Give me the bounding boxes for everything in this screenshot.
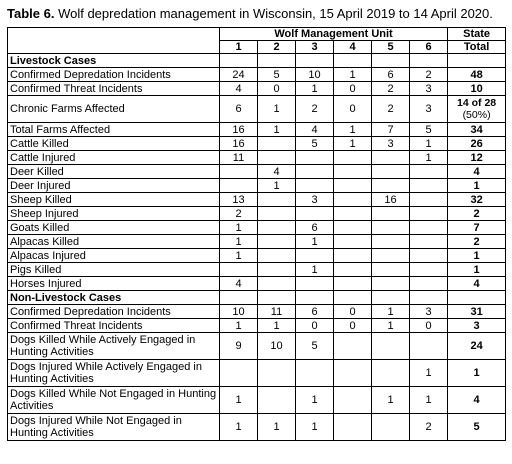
table-row xyxy=(8,319,506,333)
unit-value-cell: 5 xyxy=(258,68,296,82)
unit-value-cell xyxy=(296,360,334,387)
row-label: Horses Injured xyxy=(8,277,220,291)
section-row xyxy=(8,54,506,68)
unit-value-cell xyxy=(372,263,410,277)
unit-value-cell: 0 xyxy=(334,305,372,319)
state-total-value: 26 xyxy=(470,137,483,150)
row-label: Alpacas Killed xyxy=(8,235,220,249)
row-label: Dogs Injured While Actively Engaged in Hunting Activities xyxy=(8,360,220,387)
unit-value-cell: 16 xyxy=(220,137,258,151)
unit-value-cell: 2 xyxy=(220,207,258,221)
unit-value-cell xyxy=(372,333,410,360)
unit-value-cell xyxy=(410,333,448,360)
table-row xyxy=(8,179,506,193)
state-total-value: 31 xyxy=(470,305,483,318)
depredation-table xyxy=(7,27,506,441)
unit-value-cell: 2 xyxy=(296,96,334,123)
unit-value-cell: 1 xyxy=(258,123,296,137)
table-row xyxy=(8,333,506,360)
unit-value-cell xyxy=(410,263,448,277)
unit-value-cell: 1 xyxy=(258,319,296,333)
empty-cell xyxy=(448,291,506,305)
unit-value-cell xyxy=(372,277,410,291)
state-total-cell xyxy=(448,319,506,333)
section-heading: Non-Livestock Cases xyxy=(8,291,220,305)
unit-value-cell: 13 xyxy=(220,193,258,207)
state-total-value: 48 xyxy=(470,68,483,81)
unit-value-cell: 0 xyxy=(334,96,372,123)
unit-value-cell xyxy=(410,207,448,221)
unit-value-cell: 10 xyxy=(220,305,258,319)
unit-value-cell xyxy=(410,221,448,235)
unit-value-cell: 11 xyxy=(258,305,296,319)
table-row xyxy=(8,151,506,165)
table-row xyxy=(8,96,506,123)
unit-value-cell: 16 xyxy=(220,123,258,137)
table-row xyxy=(8,137,506,151)
unit-value-cell xyxy=(258,387,296,414)
unit-value-cell xyxy=(220,165,258,179)
section-row xyxy=(8,291,506,305)
row-label: Pigs Killed xyxy=(8,263,220,277)
state-total-cell xyxy=(448,333,506,360)
unit-value-cell: 3 xyxy=(410,82,448,96)
state-total-value: 3 xyxy=(473,319,480,332)
empty-cell xyxy=(220,54,258,68)
unit-value-cell xyxy=(258,193,296,207)
table-caption xyxy=(7,6,505,22)
row-label: Confirmed Depredation Incidents xyxy=(8,68,220,82)
state-total-cell xyxy=(448,414,506,441)
unit-value-cell xyxy=(334,414,372,441)
state-total-cell xyxy=(448,151,506,165)
table-row xyxy=(8,277,506,291)
table-number: Table 6. xyxy=(7,6,55,21)
unit-value-cell xyxy=(334,221,372,235)
unit-value-cell: 1 xyxy=(372,319,410,333)
empty-cell xyxy=(296,291,334,305)
row-label: Deer Injured xyxy=(8,179,220,193)
row-label: Dogs Killed While Not Engaged in Hunting Activities xyxy=(8,387,220,414)
row-label: Dogs Killed While Actively Engaged in Hunting Activities xyxy=(8,333,220,360)
unit-value-cell: 3 xyxy=(296,193,334,207)
unit-value-cell: 1 xyxy=(410,151,448,165)
unit-value-cell xyxy=(258,221,296,235)
table-row xyxy=(8,82,506,96)
unit-value-cell: 0 xyxy=(296,319,334,333)
state-total-cell xyxy=(448,305,506,319)
unit-value-cell xyxy=(258,263,296,277)
unit-value-cell xyxy=(372,249,410,263)
unit-value-cell: 3 xyxy=(410,96,448,123)
unit-value-cell: 7 xyxy=(372,123,410,137)
unit-value-cell: 24 xyxy=(220,68,258,82)
unit-value-cell: 6 xyxy=(296,305,334,319)
unit-header: 2 xyxy=(258,41,296,54)
unit-value-cell xyxy=(410,235,448,249)
table-row xyxy=(8,235,506,249)
state-total-cell xyxy=(448,96,506,123)
state-total-value: 1 xyxy=(473,263,480,276)
unit-value-cell: 4 xyxy=(220,82,258,96)
unit-header: 6 xyxy=(410,41,448,54)
row-label: Chronic Farms Affected xyxy=(8,96,220,123)
unit-value-cell xyxy=(334,193,372,207)
state-total-value: 10 xyxy=(470,82,483,95)
row-label: Confirmed Depredation Incidents xyxy=(8,305,220,319)
header-row-1 xyxy=(8,28,506,41)
unit-value-cell: 3 xyxy=(372,137,410,151)
unit-value-cell: 1 xyxy=(372,305,410,319)
empty-cell xyxy=(258,291,296,305)
unit-value-cell xyxy=(334,249,372,263)
unit-value-cell xyxy=(296,165,334,179)
unit-value-cell: 1 xyxy=(334,137,372,151)
table-row xyxy=(8,221,506,235)
unit-group-header: Wolf Management Unit xyxy=(220,28,448,41)
empty-cell xyxy=(448,54,506,68)
unit-value-cell: 1 xyxy=(220,387,258,414)
empty-cell xyxy=(334,291,372,305)
unit-value-cell xyxy=(372,235,410,249)
state-total-value: 7 xyxy=(473,221,480,234)
unit-value-cell: 1 xyxy=(220,249,258,263)
unit-value-cell xyxy=(372,165,410,179)
state-total-cell xyxy=(448,221,506,235)
unit-value-cell xyxy=(258,151,296,165)
unit-value-cell xyxy=(372,221,410,235)
unit-value-cell xyxy=(334,277,372,291)
row-label: Cattle Killed xyxy=(8,137,220,151)
state-total-cell xyxy=(448,68,506,82)
row-label: Confirmed Threat Incidents xyxy=(8,319,220,333)
unit-value-cell xyxy=(334,207,372,221)
table-row xyxy=(8,123,506,137)
unit-header: 4 xyxy=(334,41,372,54)
state-total-cell xyxy=(448,82,506,96)
unit-value-cell xyxy=(296,151,334,165)
unit-value-cell xyxy=(334,263,372,277)
section-heading: Livestock Cases xyxy=(8,54,220,68)
state-total-cell xyxy=(448,137,506,151)
unit-value-cell: 1 xyxy=(410,137,448,151)
unit-value-cell: 0 xyxy=(410,319,448,333)
state-total-value: 1 xyxy=(473,367,480,379)
unit-header: 3 xyxy=(296,41,334,54)
state-total-cell xyxy=(448,179,506,193)
unit-value-cell: 1 xyxy=(334,123,372,137)
table-title: Wolf depredation management in Wisconsin, 15 April 2019 to 14 April 2020. xyxy=(54,6,493,21)
row-label: Confirmed Threat Incidents xyxy=(8,82,220,96)
unit-value-cell: 1 xyxy=(220,319,258,333)
state-header-line1: State xyxy=(448,28,506,41)
unit-value-cell xyxy=(334,360,372,387)
state-total-value: 34 xyxy=(470,123,483,136)
unit-value-cell xyxy=(410,165,448,179)
unit-value-cell xyxy=(334,151,372,165)
unit-header: 5 xyxy=(372,41,410,54)
unit-value-cell xyxy=(410,277,448,291)
row-label: Deer Killed xyxy=(8,165,220,179)
unit-value-cell xyxy=(334,333,372,360)
unit-value-cell: 1 xyxy=(372,387,410,414)
unit-value-cell xyxy=(258,137,296,151)
row-label: Sheep Injured xyxy=(8,207,220,221)
empty-cell xyxy=(410,54,448,68)
unit-value-cell xyxy=(220,360,258,387)
state-total-value: 1 xyxy=(473,179,480,192)
state-total-cell xyxy=(448,360,506,387)
unit-value-cell: 1 xyxy=(410,360,448,387)
unit-value-cell: 4 xyxy=(220,277,258,291)
unit-value-cell xyxy=(296,249,334,263)
table-row xyxy=(8,165,506,179)
row-label: Total Farms Affected xyxy=(8,123,220,137)
unit-value-cell: 1 xyxy=(334,68,372,82)
unit-value-cell xyxy=(334,165,372,179)
unit-value-cell: 2 xyxy=(372,82,410,96)
state-total-value: 32 xyxy=(470,193,483,206)
unit-value-cell xyxy=(258,277,296,291)
unit-value-cell: 5 xyxy=(296,137,334,151)
state-total-cell xyxy=(448,165,506,179)
unit-value-cell xyxy=(372,414,410,441)
unit-value-cell: 4 xyxy=(296,123,334,137)
unit-value-cell xyxy=(296,179,334,193)
state-total-value: 14 of 28 xyxy=(457,97,497,109)
row-label: Alpacas Injured xyxy=(8,249,220,263)
unit-value-cell xyxy=(410,193,448,207)
unit-value-cell xyxy=(258,360,296,387)
unit-value-cell: 1 xyxy=(220,221,258,235)
state-total-value: 4 xyxy=(473,277,480,290)
unit-value-cell xyxy=(334,235,372,249)
unit-value-cell: 6 xyxy=(296,221,334,235)
unit-value-cell: 0 xyxy=(258,82,296,96)
table-row xyxy=(8,68,506,82)
unit-value-cell xyxy=(372,151,410,165)
unit-value-cell: 4 xyxy=(258,165,296,179)
state-total-value: 12 xyxy=(470,151,483,164)
unit-value-cell: 2 xyxy=(410,414,448,441)
state-total-cell xyxy=(448,207,506,221)
unit-value-cell xyxy=(334,179,372,193)
table-row xyxy=(8,360,506,387)
unit-value-cell xyxy=(296,277,334,291)
row-label: Cattle Injured xyxy=(8,151,220,165)
unit-value-cell: 10 xyxy=(296,68,334,82)
unit-value-cell: 2 xyxy=(410,68,448,82)
unit-header: 1 xyxy=(220,41,258,54)
unit-value-cell xyxy=(372,207,410,221)
state-total-value: 5 xyxy=(473,421,480,433)
unit-value-cell: 1 xyxy=(296,82,334,96)
empty-cell xyxy=(334,54,372,68)
table-row xyxy=(8,207,506,221)
unit-value-cell: 6 xyxy=(220,96,258,123)
unit-value-cell: 9 xyxy=(220,333,258,360)
unit-value-cell xyxy=(372,179,410,193)
header-blank xyxy=(8,28,220,54)
table-row xyxy=(8,263,506,277)
table-row xyxy=(8,414,506,441)
unit-value-cell: 11 xyxy=(220,151,258,165)
unit-value-cell: 1 xyxy=(220,235,258,249)
unit-value-cell: 0 xyxy=(334,319,372,333)
state-total-value: 4 xyxy=(473,165,480,178)
state-total-cell xyxy=(448,123,506,137)
unit-value-cell: 6 xyxy=(372,68,410,82)
row-label: Sheep Killed xyxy=(8,193,220,207)
unit-value-cell xyxy=(334,387,372,414)
row-label: Dogs Injured While Not Engaged in Hunting Activities xyxy=(8,414,220,441)
unit-value-cell: 5 xyxy=(410,123,448,137)
empty-cell xyxy=(220,291,258,305)
state-header-line2: Total xyxy=(448,41,506,54)
state-total-percent: (50%) xyxy=(462,109,491,121)
table-row xyxy=(8,387,506,414)
table-row xyxy=(8,249,506,263)
unit-value-cell xyxy=(258,249,296,263)
state-total-value: 1 xyxy=(473,249,480,262)
unit-value-cell: 1 xyxy=(410,387,448,414)
unit-value-cell: 1 xyxy=(296,235,334,249)
unit-value-cell xyxy=(220,263,258,277)
empty-cell xyxy=(258,54,296,68)
unit-value-cell: 16 xyxy=(372,193,410,207)
row-label: Goats Killed xyxy=(8,221,220,235)
state-total-value: 4 xyxy=(473,394,480,406)
unit-value-cell: 2 xyxy=(372,96,410,123)
unit-value-cell xyxy=(296,207,334,221)
state-total-cell xyxy=(448,193,506,207)
unit-value-cell: 1 xyxy=(220,414,258,441)
unit-value-cell: 1 xyxy=(296,414,334,441)
empty-cell xyxy=(296,54,334,68)
unit-value-cell: 0 xyxy=(334,82,372,96)
state-total-value: 2 xyxy=(473,235,480,248)
state-total-cell xyxy=(448,263,506,277)
unit-value-cell xyxy=(220,179,258,193)
state-total-value: 24 xyxy=(470,340,483,352)
unit-value-cell: 3 xyxy=(410,305,448,319)
table-row xyxy=(8,193,506,207)
unit-value-cell xyxy=(410,249,448,263)
state-total-cell xyxy=(448,277,506,291)
unit-value-cell: 10 xyxy=(258,333,296,360)
empty-cell xyxy=(372,54,410,68)
empty-cell xyxy=(410,291,448,305)
unit-value-cell: 1 xyxy=(296,263,334,277)
state-total-cell xyxy=(448,235,506,249)
state-total-cell xyxy=(448,387,506,414)
unit-value-cell: 1 xyxy=(296,387,334,414)
unit-value-cell: 1 xyxy=(258,179,296,193)
unit-value-cell: 1 xyxy=(258,96,296,123)
unit-value-cell: 5 xyxy=(296,333,334,360)
unit-value-cell xyxy=(372,360,410,387)
empty-cell xyxy=(372,291,410,305)
unit-value-cell: 1 xyxy=(258,414,296,441)
table-row xyxy=(8,305,506,319)
state-total-cell xyxy=(448,249,506,263)
state-total-value: 2 xyxy=(473,207,480,220)
unit-value-cell xyxy=(258,235,296,249)
unit-value-cell xyxy=(410,179,448,193)
unit-value-cell xyxy=(258,207,296,221)
